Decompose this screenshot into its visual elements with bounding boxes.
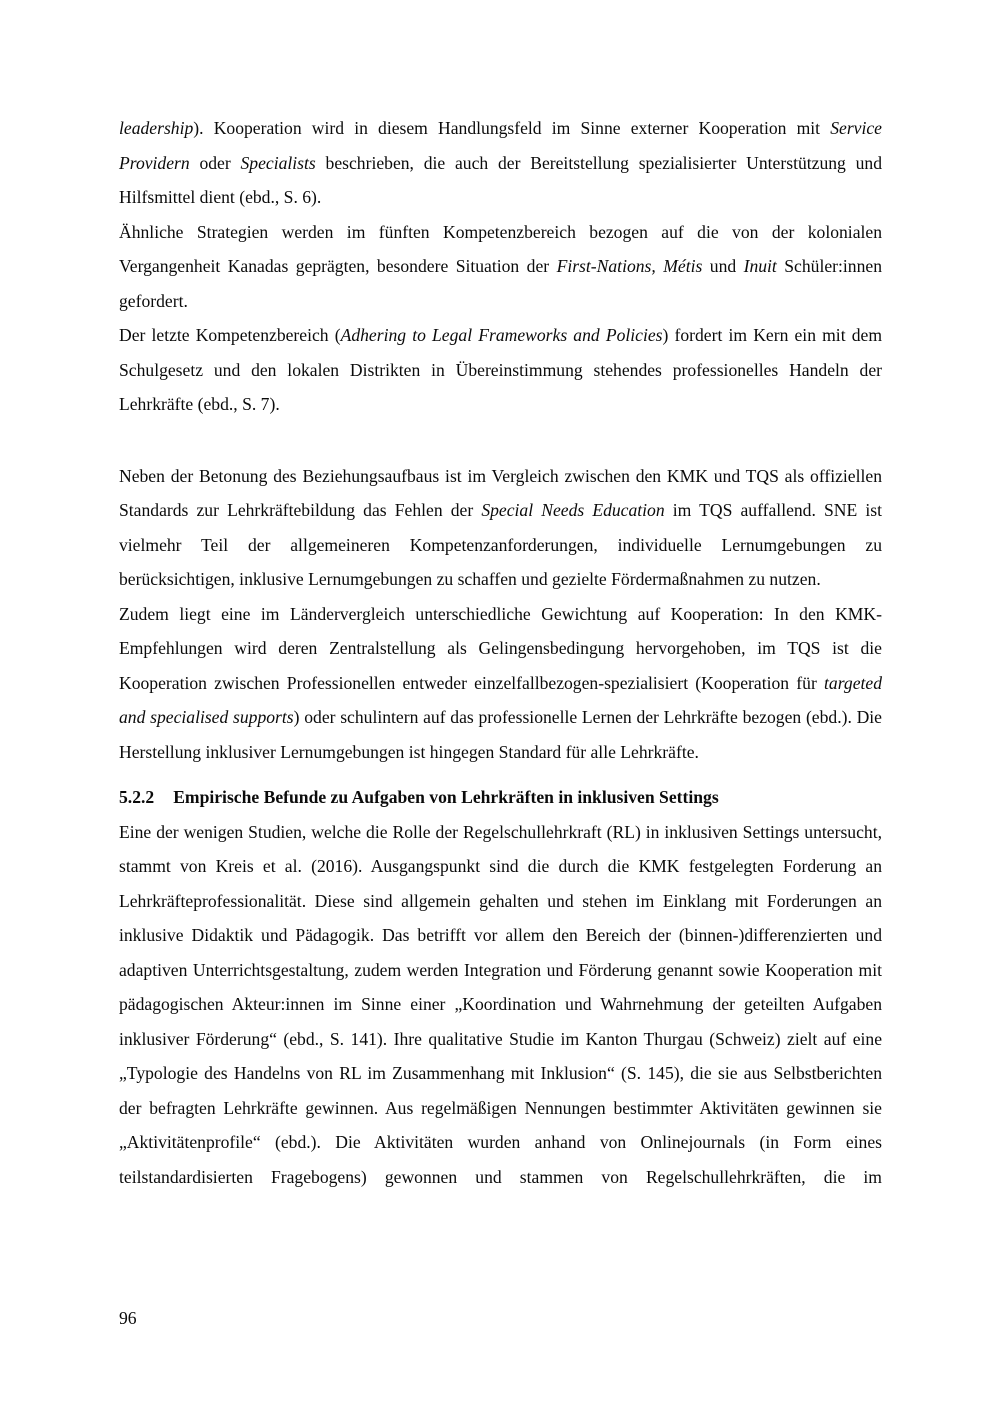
italic-text-run: Inuit — [743, 256, 777, 276]
text-run: Neben der Betonung des Beziehungsaufbaus ist im Vergleich zwischen den KMK und TQS als offiziellen Standards zur Lehrkräftebildung das Fehlen der — [119, 465, 882, 520]
page-number: 96 — [119, 1308, 137, 1328]
paragraph — [119, 318, 882, 422]
text-run: beschrieben, die auch der Bereitstellung spezialisierter Unterstützung und Hilfsmittel dient (ebd., S. 6). — [119, 152, 882, 207]
paragraph — [119, 815, 882, 1195]
italic-text-run: First-Nations, Métis — [556, 256, 703, 276]
section-number: 5.2.2 — [119, 787, 155, 807]
text-block — [119, 459, 882, 770]
text-run: ) oder schulintern auf das professionelle Lernen der Lehrkräfte bezogen (ebd.). Die Herstellung inklusiver Lernumgebungen ist hingegen Standard für alle Lehrkräfte. — [119, 707, 882, 762]
italic-text-run: Specialists — [240, 152, 316, 173]
text-run: oder — [189, 152, 241, 173]
text-run: Eine der wenigen Studien, welche die Rolle der Regelschullehrkraft (RL) in inklusiven Settings untersucht, stammt von Kreis et al. (2016). Ausgangspunkt sind die durch die KMK festgelegten Forderung an Lehrkräfteprofessionalität. Diese sind allgemein gehalten und stehen im Einklang mit Forderungen an inklusive Didaktik und Pädagogik. Das betrifft vor allem den Bereich der (binnen-)differenzierten und adaptiven Unterrichtsgestaltung, zudem werden Integration und Förderung genannt sowie Kooperation mit pädagogischen Akteur:innen im Sinne einer „Koordination und Wahrnehmung der geteilten Aufgaben inklusiver Förderung“ (ebd., S. 141). Ihre qualitative Studie im Kanton Thurgau (Schweiz) zielt auf eine „Typologie des Handelns von RL im Zusammenhang mit Inklusion“ (S. 145), die sie aus Selbstberichten der befragten Lehrkräfte gewinnen. Aus regelmäßigen Nennungen bestimmter Aktivitäten gewinnen sie „Aktivitätenprofile“ (ebd.). Die Aktivitäten wurden anhand von Onlinejournals (in Form eines teilstandardisierten Fragebogens) gewonnen und stammen von Regelschullehrkräften, die im — [119, 821, 882, 1187]
paragraph — [119, 459, 882, 597]
text-run: und — [702, 256, 744, 276]
italic-text-run: Special Needs Education — [481, 500, 665, 520]
section-heading — [119, 780, 882, 815]
text-run: im TQS auffallend. SNE ist vielmehr Teil der allgemeineren Kompetenzanforderungen, individuelle Lernumgebungen zu berücksichtigen, inklusive Lernumgebungen zu schaffen und gezielte Fördermaßnahmen zu nutzen. — [119, 500, 882, 589]
italic-text-run: leadership — [119, 118, 194, 138]
text-block — [119, 815, 882, 1195]
text-run: Zudem liegt eine im Ländervergleich unterschiedliche Gewichtung auf Kooperation: In den KMK-Empfehlungen wird deren Zentralstellung als Gelingensbedingung hervorgehoben, im TQS ist die Kooperation zwischen Professionellen entweder einzelfallbezogen-spezialisiert (Kooperation für — [119, 603, 882, 693]
section-title: Empirische Befunde zu Aufgaben von Lehrkräften in inklusiven Settings — [173, 787, 719, 807]
text-run: Ähnliche Strategien werden im fünften Kompetenzbereich bezogen auf die von der kolonialen Vergangenheit Kanadas geprägten, besondere Situation der — [119, 221, 882, 276]
text-run: ). Kooperation wird in diesem Handlungsfeld im Sinne externer Kooperation mit — [193, 118, 831, 138]
text-run: Der letzte Kompetenzbereich ( — [119, 325, 341, 345]
paragraph — [119, 215, 882, 319]
page-body — [119, 111, 882, 1194]
italic-text-run: Service Providern — [119, 118, 882, 173]
text-block — [119, 111, 882, 422]
text-run: Schüler:innen gefordert. — [119, 256, 882, 311]
paragraph — [119, 597, 882, 770]
italic-text-run: targeted and specialised supports — [119, 672, 882, 727]
italic-text-run: Adhering to Legal Frameworks and Policies — [340, 325, 663, 345]
paragraph — [119, 111, 882, 215]
text-run: ) fordert im Kern ein mit dem Schulgesetz und den lokalen Distrikten in Übereinstimmung stehendes professionelles Handeln der Lehrkräfte (ebd., S. 7). — [119, 325, 883, 414]
